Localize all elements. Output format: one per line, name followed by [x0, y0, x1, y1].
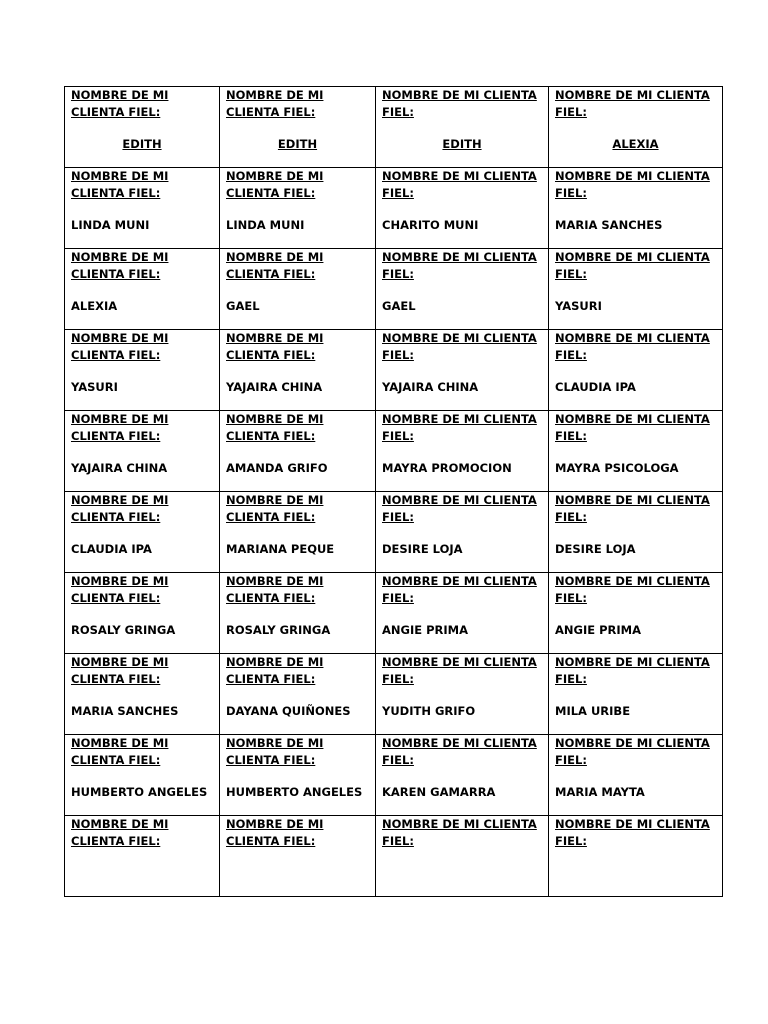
client-name: ANGIE PRIMA — [382, 623, 469, 637]
cell-label: NOMBRE DE MI CLIENTA FIEL: — [555, 412, 710, 443]
table-row — [65, 735, 723, 816]
client-name: DESIRE LOJA — [382, 542, 463, 556]
client-name: CLAUDIA IPA — [71, 542, 152, 556]
table-cell — [220, 87, 376, 168]
table-row — [65, 330, 723, 411]
cell-label: NOMBRE DE MI CLIENTA FIEL: — [226, 736, 324, 767]
cell-label: NOMBRE DE MI CLIENTA FIEL: — [226, 88, 324, 119]
client-name: EDITH — [122, 137, 162, 151]
table-cell — [549, 411, 723, 492]
cell-label: NOMBRE DE MI CLIENTA FIEL: — [71, 736, 169, 767]
table-cell — [376, 816, 549, 897]
table-cell — [65, 573, 220, 654]
cell-label: NOMBRE DE MI CLIENTA FIEL: — [71, 493, 169, 524]
cell-label: NOMBRE DE MI CLIENTA FIEL: — [555, 169, 710, 200]
client-name: CLAUDIA IPA — [555, 380, 636, 394]
client-name: ROSALY GRINGA — [226, 623, 331, 637]
table-cell — [376, 168, 549, 249]
table-cell — [220, 735, 376, 816]
client-name: LINDA MUNI — [71, 218, 150, 232]
table-cell — [220, 573, 376, 654]
client-name: DAYANA QUIÑONES — [226, 704, 351, 718]
client-name: ROSALY GRINGA — [71, 623, 176, 637]
cell-label: NOMBRE DE MI CLIENTA FIEL: — [226, 574, 324, 605]
cell-label: NOMBRE DE MI CLIENTA FIEL: — [382, 574, 537, 605]
table-row — [65, 87, 723, 168]
table-cell — [549, 330, 723, 411]
cell-label: NOMBRE DE MI CLIENTA FIEL: — [555, 331, 710, 362]
client-name: MARIA MAYTA — [555, 785, 645, 799]
table-cell — [549, 654, 723, 735]
cell-label: NOMBRE DE MI CLIENTA FIEL: — [226, 493, 324, 524]
table-cell — [220, 249, 376, 330]
table-cell — [220, 654, 376, 735]
client-name: YAJAIRA CHINA — [71, 461, 168, 475]
table-cell — [376, 573, 549, 654]
cell-label: NOMBRE DE MI CLIENTA FIEL: — [226, 655, 324, 686]
client-name: ALEXIA — [71, 299, 118, 313]
cell-label: NOMBRE DE MI CLIENTA FIEL: — [226, 331, 324, 362]
cell-label: NOMBRE DE MI CLIENTA FIEL: — [382, 169, 537, 200]
client-name: KAREN GAMARRA — [382, 785, 496, 799]
cell-label: NOMBRE DE MI CLIENTA FIEL: — [555, 88, 710, 119]
cell-label: NOMBRE DE MI CLIENTA FIEL: — [555, 493, 710, 524]
table-cell — [220, 816, 376, 897]
client-name: MARIA SANCHES — [555, 218, 663, 232]
table-cell — [376, 735, 549, 816]
cell-label: NOMBRE DE MI CLIENTA FIEL: — [382, 88, 537, 119]
client-name-table — [64, 86, 723, 897]
cell-label: NOMBRE DE MI CLIENTA FIEL: — [71, 331, 169, 362]
cell-label: NOMBRE DE MI CLIENTA FIEL: — [71, 574, 169, 605]
table-cell — [220, 492, 376, 573]
client-name: ALEXIA — [612, 137, 659, 151]
table-cell — [549, 816, 723, 897]
table-row — [65, 492, 723, 573]
table-cell — [549, 168, 723, 249]
cell-label: NOMBRE DE MI CLIENTA FIEL: — [382, 655, 537, 686]
cell-label: NOMBRE DE MI CLIENTA FIEL: — [226, 250, 324, 281]
table-cell — [65, 87, 220, 168]
client-name: EDITH — [442, 137, 482, 151]
client-name: CHARITO MUNI — [382, 218, 479, 232]
table-cell — [376, 87, 549, 168]
cell-label: NOMBRE DE MI CLIENTA FIEL: — [71, 412, 169, 443]
client-name: YAJAIRA CHINA — [382, 380, 479, 394]
cell-label: NOMBRE DE MI CLIENTA FIEL: — [226, 817, 324, 848]
client-name: YASURI — [71, 380, 118, 394]
table-cell — [376, 492, 549, 573]
table-row — [65, 654, 723, 735]
table-row — [65, 573, 723, 654]
client-name: YAJAIRA CHINA — [226, 380, 323, 394]
table-row — [65, 411, 723, 492]
table-row — [65, 168, 723, 249]
table-cell — [549, 735, 723, 816]
table-cell — [65, 492, 220, 573]
table-cell — [549, 573, 723, 654]
client-name: LINDA MUNI — [226, 218, 305, 232]
cell-label: NOMBRE DE MI CLIENTA FIEL: — [71, 169, 169, 200]
table-cell — [65, 816, 220, 897]
table-cell — [376, 654, 549, 735]
table-cell — [376, 330, 549, 411]
cell-label: NOMBRE DE MI CLIENTA FIEL: — [382, 331, 537, 362]
table-row — [65, 816, 723, 897]
cell-label: NOMBRE DE MI CLIENTA FIEL: — [382, 817, 537, 848]
client-name: AMANDA GRIFO — [226, 461, 328, 475]
client-name: MARIANA PEQUE — [226, 542, 335, 556]
table-cell — [65, 654, 220, 735]
table-cell — [220, 411, 376, 492]
cell-label: NOMBRE DE MI CLIENTA FIEL: — [226, 412, 324, 443]
cell-label: NOMBRE DE MI CLIENTA FIEL: — [555, 655, 710, 686]
table-cell — [549, 87, 723, 168]
cell-label: NOMBRE DE MI CLIENTA FIEL: — [555, 736, 710, 767]
cell-label: NOMBRE DE MI CLIENTA FIEL: — [382, 736, 537, 767]
client-name: HUMBERTO ANGELES — [226, 785, 363, 799]
client-name: MILA URIBE — [555, 704, 631, 718]
client-name: ANGIE PRIMA — [555, 623, 642, 637]
client-name: GAEL — [382, 299, 416, 313]
table-cell — [549, 492, 723, 573]
table-cell — [549, 249, 723, 330]
client-name: DESIRE LOJA — [555, 542, 636, 556]
cell-label: NOMBRE DE MI CLIENTA FIEL: — [71, 88, 169, 119]
client-name: HUMBERTO ANGELES — [71, 785, 208, 799]
client-name: MARIA SANCHES — [71, 704, 179, 718]
cell-label: NOMBRE DE MI CLIENTA FIEL: — [382, 412, 537, 443]
client-name: EDITH — [277, 137, 318, 151]
client-name: YASURI — [555, 299, 602, 313]
table-cell — [65, 411, 220, 492]
cell-label: NOMBRE DE MI CLIENTA FIEL: — [555, 250, 710, 281]
table-cell — [376, 411, 549, 492]
table-cell — [376, 249, 549, 330]
cell-label: NOMBRE DE MI CLIENTA FIEL: — [555, 574, 710, 605]
client-name: GAEL — [226, 299, 260, 313]
cell-label: NOMBRE DE MI CLIENTA FIEL: — [226, 169, 324, 200]
table-cell — [65, 249, 220, 330]
table-cell — [220, 168, 376, 249]
cell-label: NOMBRE DE MI CLIENTA FIEL: — [382, 493, 537, 524]
table-row — [65, 249, 723, 330]
table-cell — [65, 330, 220, 411]
cell-label: NOMBRE DE MI CLIENTA FIEL: — [555, 817, 710, 848]
cell-label: NOMBRE DE MI CLIENTA FIEL: — [71, 655, 169, 686]
table-cell — [65, 735, 220, 816]
cell-label: NOMBRE DE MI CLIENTA FIEL: — [382, 250, 537, 281]
client-name: MAYRA PROMOCION — [382, 461, 512, 475]
cell-label: NOMBRE DE MI CLIENTA FIEL: — [71, 250, 169, 281]
table-body — [65, 87, 723, 897]
client-name: YUDITH GRIFO — [382, 704, 476, 718]
client-name: MAYRA PSICOLOGA — [555, 461, 679, 475]
table-cell — [220, 330, 376, 411]
cell-label: NOMBRE DE MI CLIENTA FIEL: — [71, 817, 169, 848]
table-cell — [65, 168, 220, 249]
